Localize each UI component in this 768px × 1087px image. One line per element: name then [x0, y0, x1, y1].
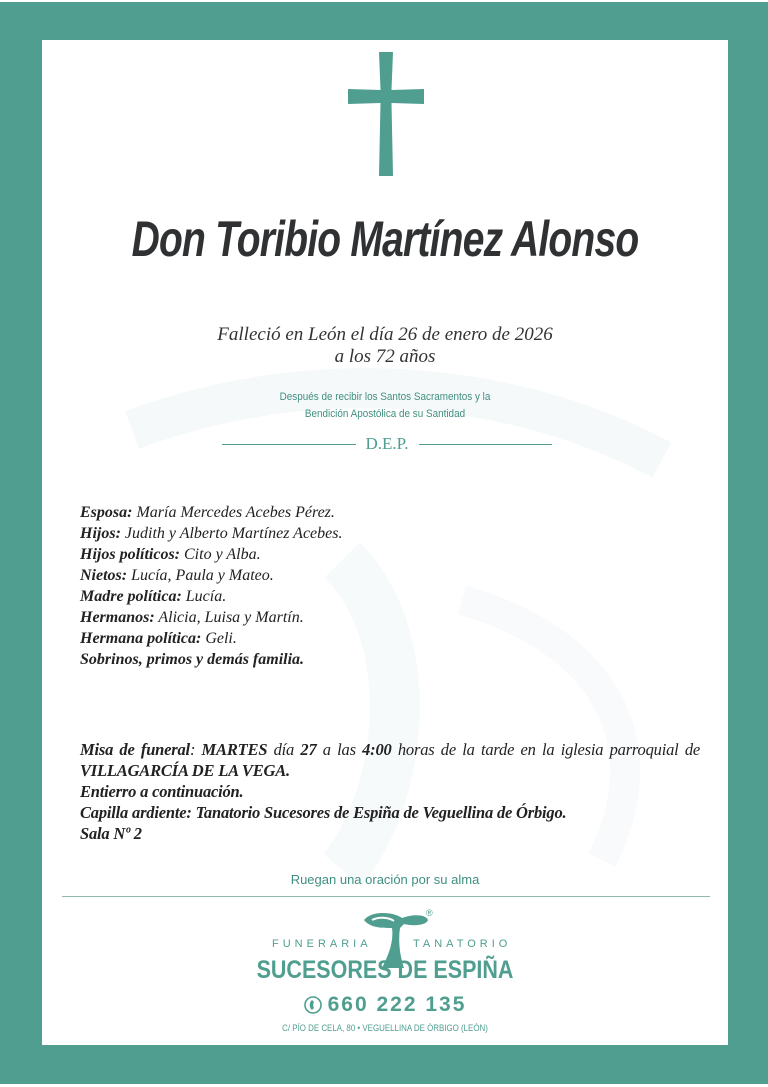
family-item-mother-in-law: Madre política: Lucía. — [80, 588, 227, 605]
phone-line — [42, 993, 728, 1017]
family-item-sister-in-law: Hermana política: Geli. — [80, 630, 237, 647]
deceased-name: Don Toribio Martínez Alonso — [131, 211, 639, 267]
family-item-siblings: Hermanos: Alicia, Luisa y Martín. — [80, 609, 304, 626]
mass-info: Misa de funeral: MARTES día 27 a las 4:00 horas de la tarde en la iglesia parroquial de VILLAGARCÍA DE LA VEGA. — [80, 740, 700, 780]
age-line: a los 72 años — [334, 346, 436, 367]
address: C/ PÍO DE CELA, 80 • VEGUELLINA DE ÓRBIGO (LEÓN) — [282, 1023, 488, 1033]
phone-number: 660 222 135 — [327, 993, 467, 1016]
registered-mark: ® — [426, 908, 433, 918]
dep-divider — [222, 434, 552, 454]
death-notice — [42, 324, 728, 368]
family-item-extended: Sobrinos, primos y demás familia. — [80, 651, 305, 668]
phone-icon — [304, 996, 322, 1014]
divider-rule-left — [222, 444, 356, 445]
burial-info: Entierro a continuación. — [80, 782, 244, 801]
divider-rule-right — [419, 444, 553, 445]
funeral-details — [80, 739, 700, 844]
teal-border-frame — [0, 2, 768, 1084]
brand-name: SUCESORES DE ESPIÑA — [256, 956, 514, 984]
family-item-children-in-law: Hijos políticos: Cito y Alba. — [80, 546, 261, 563]
death-date-line: Falleció en León el día 26 de enero de 2026 — [217, 324, 553, 345]
latin-cross-icon — [348, 52, 424, 176]
obituary-sheet — [42, 40, 728, 1045]
family-item-grandchildren: Nietos: Lucía, Paula y Mateo. — [80, 567, 274, 584]
funeraria-label: FUNERARIA — [272, 938, 372, 950]
family-item-spouse: Esposa: María Mercedes Acebes Pérez. — [80, 504, 335, 521]
tanatorio-label: TANATORIO — [413, 938, 512, 950]
family-list — [80, 502, 680, 670]
prayer-request: Ruegan una oración por su alma — [290, 872, 480, 887]
dep-text: D.E.P. — [365, 434, 409, 453]
chapel-info: Capilla ardiente: Tanatorio Sucesores de Espiña de Veguellina de Órbigo. — [80, 803, 567, 822]
footer-divider — [62, 896, 710, 897]
sacraments-note — [76, 389, 693, 423]
room-info: Sala Nº 2 — [80, 824, 142, 843]
sacraments-line-1: Después de recibir los Santos Sacramentos y la — [279, 391, 491, 403]
sacraments-line-2: Bendición Apostólica de su Santidad — [304, 408, 466, 420]
family-item-children: Hijos: Judith y Alberto Martínez Acebes. — [80, 525, 343, 542]
